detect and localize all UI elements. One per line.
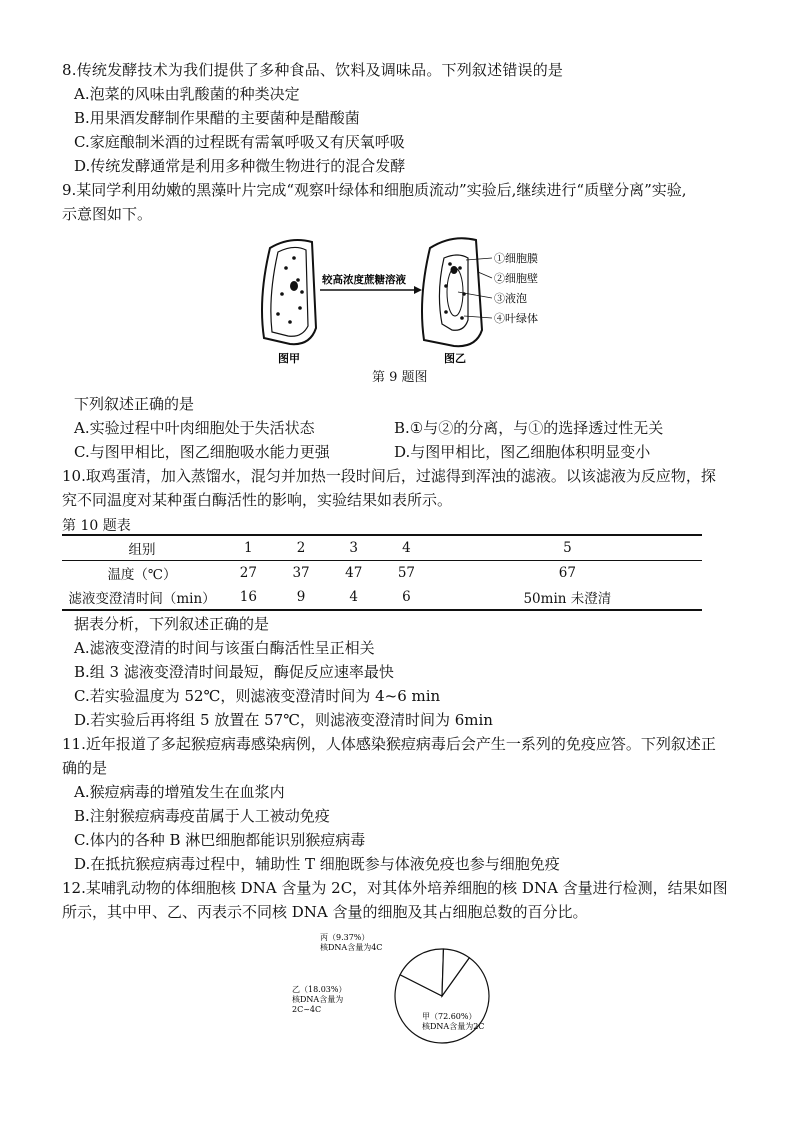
q10-option-d: D.若实验后再将组 5 放置在 57℃，则滤液变澄清时间为 6min: [74, 711, 493, 729]
label-jia: 图甲: [278, 352, 300, 365]
q10-stem-line1: 10.取鸡蛋清，加入蒸馏水，混匀并加热一段时间后，过滤得到浑浊的滤液。以该滤液为反应物，探: [62, 467, 716, 485]
row-head-time: 滤液变澄清时间（min）: [62, 585, 222, 610]
cell: 3: [327, 535, 380, 561]
q10-prompt: 据表分析，下列叙述正确的是: [74, 615, 270, 633]
q9-stem-line2: 示意图如下。: [62, 205, 153, 223]
q9-option-a: A.实验过程中叶肉细胞处于失活状态: [74, 419, 315, 437]
cell: 5: [433, 535, 702, 561]
q10-table-caption: 第 10 题表: [62, 518, 131, 534]
cell: 9: [275, 585, 328, 610]
q10-table: [62, 534, 702, 611]
q10-stem-line2: 究不同温度对某种蛋白酶活性的影响，实验结果如表所示。: [62, 491, 453, 509]
q10-option-a: A.滤液变澄清的时间与该蛋白酶活性呈正相关: [74, 639, 375, 657]
q9-prompt: 下列叙述正确的是: [74, 395, 195, 413]
cell: 4: [327, 585, 380, 610]
table-row-temps: [62, 561, 702, 586]
q9-option-b: B.①与②的分离，与①的选择透过性无关: [394, 419, 664, 437]
q12-stem-line1: 12.某哺乳动物的体细胞核 DNA 含量为 2C，对其体外培养细胞的核 DNA 含量进行检测，结果如图: [62, 879, 728, 897]
q9-figure-caption: 第 9 题图: [372, 370, 428, 385]
q8-stem: 8.传统发酵技术为我们提供了多种食品、饮料及调味品。下列叙述错误的是: [62, 61, 564, 79]
pie-label-bing: 丙（9.37%）: [320, 933, 370, 942]
legend-membrane: ①细胞膜: [494, 252, 538, 265]
cell: 1: [222, 535, 275, 561]
q10-option-c: C.若实验温度为 52℃，则滤液变澄清时间为 4~6 min: [74, 687, 441, 705]
q12-stem-line2: 所示，其中甲、乙、丙表示不同核 DNA 含量的细胞及其占细胞总数的百分比。: [62, 903, 588, 921]
q9-option-d: D.与图甲相比，图乙细胞体积明显变小: [394, 443, 651, 461]
cell: 67: [558, 565, 576, 581]
label-yi: 图乙: [444, 352, 466, 365]
q11-option-a: A.猴痘病毒的增殖发生在血浆内: [74, 783, 285, 801]
q10-option-b: B.组 3 滤液变澄清时间最短，酶促反应速率最快: [74, 663, 394, 681]
pie-label-yi: 核DNA含量为: [292, 995, 344, 1004]
q8-option-a: A.泡菜的风味由乳酸菌的种类决定: [74, 85, 300, 103]
q9-option-c: C.与图甲相比，图乙细胞吸水能力更强: [74, 443, 330, 461]
q11-option-b: B.注射猴痘病毒疫苗属于人工被动免疫: [74, 807, 330, 825]
arrow-label: 较高浓度蔗糖溶液: [322, 274, 406, 286]
q9-figure: [250, 228, 570, 368]
q11-option-d: D.在抵抗猴痘病毒过程中，辅助性 T 细胞既参与体液免疫也参与细胞免疫: [74, 855, 560, 873]
row-head-temp: 温度（℃）: [107, 567, 177, 583]
cell: 37: [292, 565, 310, 581]
q11-stem-line1: 11.近年报道了多起猴痘病毒感染病例，人体感染猴痘病毒后会产生一系列的免疫应答。下列叙述正: [62, 735, 716, 753]
pie-label-jia: 甲（72.60%）: [422, 1012, 477, 1021]
cell: 4: [380, 535, 433, 561]
q8-option-b: B.用果酒发酵制作果醋的主要菌种是醋酸菌: [74, 109, 360, 127]
cell: 2: [275, 535, 328, 561]
q12-pie-chart: [290, 928, 530, 1048]
q11-option-c: C.体内的各种 B 淋巴细胞都能识别猴痘病毒: [74, 831, 366, 849]
arrow-head: [414, 286, 422, 294]
cell: 47: [345, 565, 363, 581]
cell: 50min 未澄清: [433, 585, 702, 610]
cell: 27: [239, 565, 257, 581]
cell: 57: [397, 565, 415, 581]
table-row-groups: [62, 535, 702, 561]
pie-label-yi: 2C~4C: [292, 1005, 322, 1014]
legend-vacuole: ③液泡: [494, 292, 527, 305]
pie-label-yi: 乙（18.03%）: [292, 985, 347, 994]
pie-label-bing: 核DNA含量为4C: [320, 943, 383, 952]
pie-label-jia: 核DNA含量为2C: [422, 1022, 485, 1031]
cell-diagram-jia: [262, 240, 316, 344]
table-row-times: [62, 585, 702, 610]
cell: 6: [380, 585, 433, 610]
row-head-group: 组别: [62, 535, 222, 561]
q11-stem-line2: 确的是: [62, 759, 108, 777]
q8-option-c: C.家庭酿制米酒的过程既有需氧呼吸又有厌氧呼吸: [74, 133, 405, 151]
q8-option-d: D.传统发酵通常是利用多种微生物进行的混合发酵: [74, 157, 406, 175]
legend-cell-wall: ②细胞壁: [494, 272, 538, 285]
cell-diagram-yi: [422, 238, 482, 346]
q9-stem-line1: 9.某同学利用幼嫩的黑藻叶片完成“观察叶绿体和细胞质流动”实验后,继续进行“质壁分离”实验,: [62, 181, 687, 199]
cell: 16: [222, 585, 275, 610]
legend-chloroplast: ④叶绿体: [494, 312, 538, 325]
